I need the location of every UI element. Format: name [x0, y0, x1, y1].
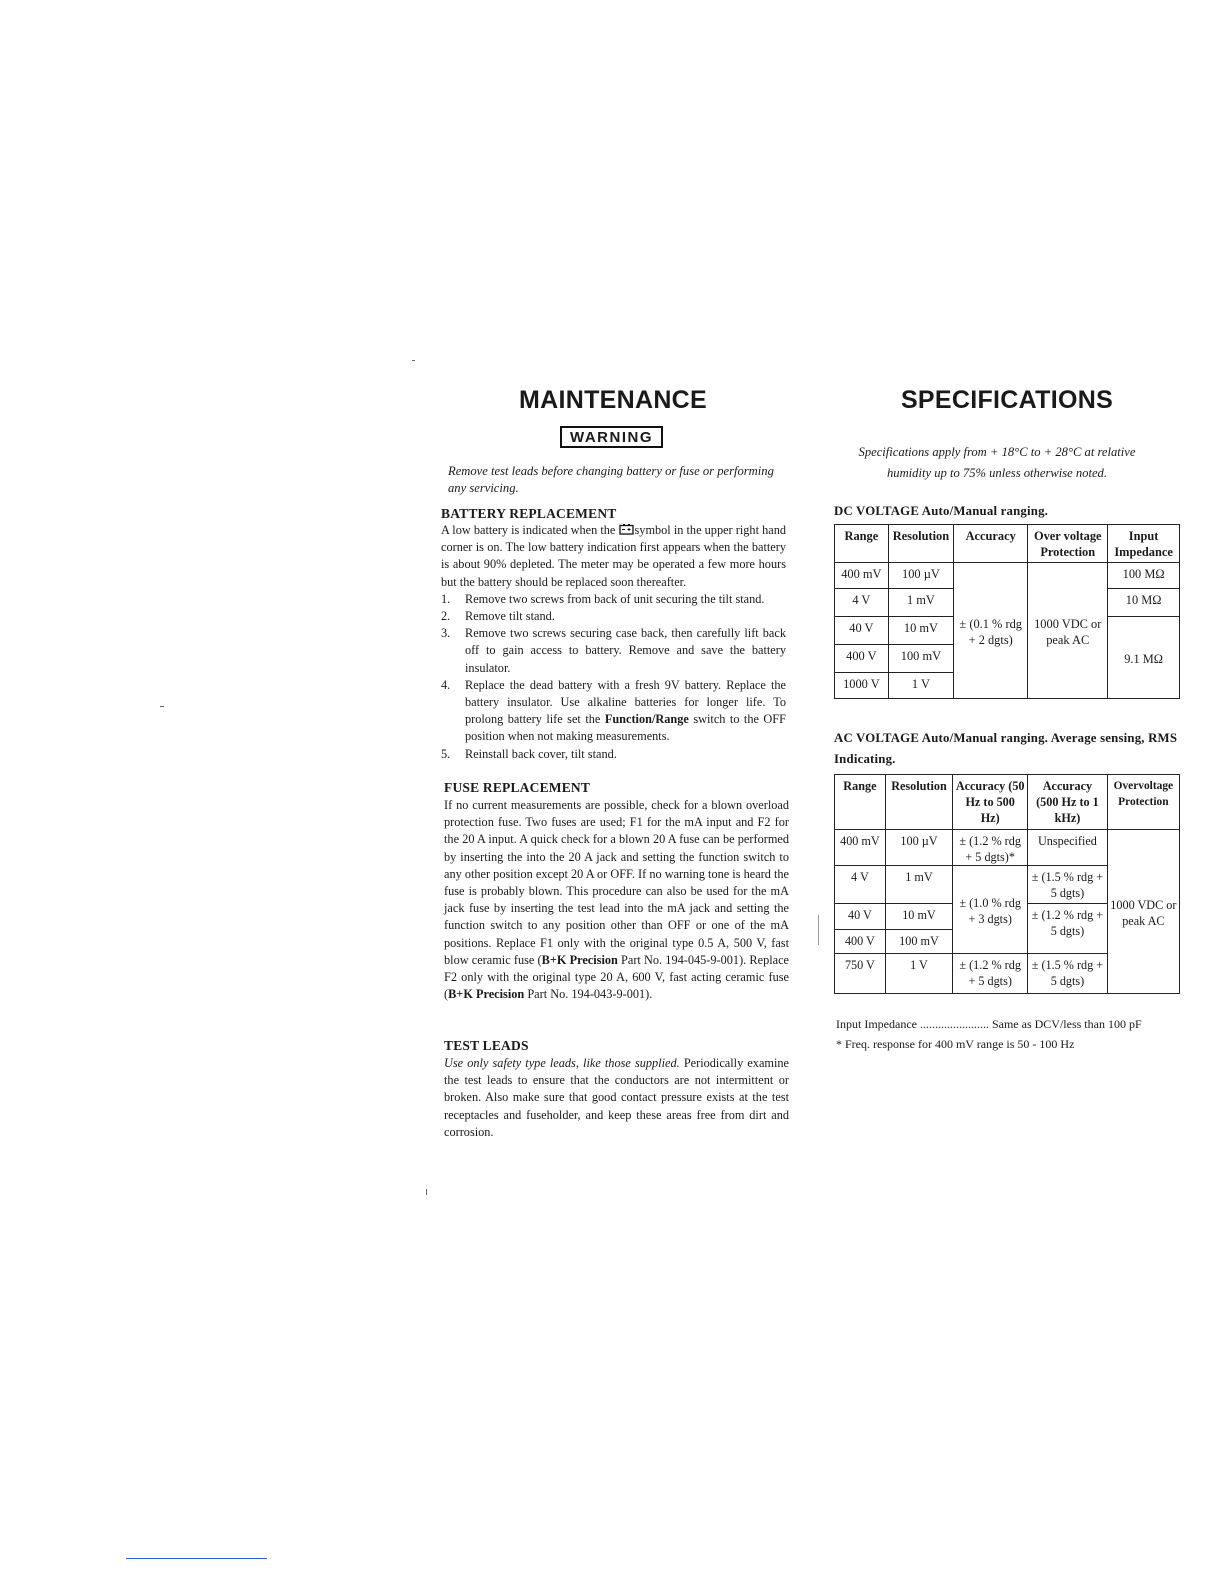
battery-section — [441, 522, 786, 763]
fuse-heading: FUSE REPLACEMENT — [444, 780, 591, 795]
list-item: 4. Replace the dead battery with a fresh 9V battery. Replace the battery insulator. Use alkaline batteries for longer life. To prolong battery life set the Function/Range switch to the OFF position when not making measurements. — [441, 677, 786, 744]
battery-icon — [619, 524, 635, 535]
list-item: 3. Remove two screws securing case back, then carefully lift back off to gain access to battery. Remove and save the battery insulator. — [441, 626, 786, 675]
list-item: 1. Remove two screws from back of unit securing the tilt stand. — [441, 591, 765, 606]
scan-mark — [412, 360, 415, 361]
spec-note: Specifications apply from + 18°C to + 28°C at relative humidity up to 75% unless otherwise noted. — [858, 445, 1136, 480]
scan-mark — [160, 706, 164, 707]
warning-box — [560, 428, 663, 447]
table-row: 4 V 1 mV 10 MΩ — [835, 589, 1180, 617]
table-row: 400 mV 100 µV ± (1.2 % rdg + 5 dgts)* Unspecified 1000 VDC or peak AC — [835, 830, 1180, 866]
table-row: Range Resolution Accuracy (50 Hz to 500 Hz) Accuracy (500 Hz to 1 kHz) Overvoltage Protection — [835, 775, 1180, 830]
maintenance-title: MAINTENANCE — [518, 386, 708, 414]
test-leads-heading: TEST LEADS — [444, 1038, 529, 1053]
dc-voltage-heading: DC VOLTAGE Auto/Manual ranging. — [834, 504, 1049, 518]
specifications-title: SPECIFICATIONS — [900, 386, 1114, 414]
list-item: 2. Remove tilt stand. — [441, 609, 555, 624]
table-row: 4 V 1 mV ± (1.0 % rdg + 3 dgts) ± (1.5 % rdg + 5 dgts) — [835, 866, 1180, 904]
table-row: 750 V 1 V ± (1.2 % rdg + 5 dgts) ± (1.5 % rdg + 5 dgts) — [835, 954, 1180, 994]
list-item: 5. Reinstall back cover, tilt stand. — [441, 746, 617, 761]
battery-intro: A low battery is indicated when the symbol in the upper right hand corner is on. The low battery indication first appears when the battery is about 90% depleted. The meter may be operated a few more hours but the battery should be replaced soon thereafter. — [441, 523, 786, 589]
test-leads-section: Use only safety type leads, like those supplied. Periodically examine the test leads to ensure that the conductors are not intermittent or broken. Also make sure that good contact pressure exists at the test receptacles and fuseholder, and keep these areas free from dirt and corrosion. — [444, 1056, 789, 1139]
scan-mark — [426, 1189, 427, 1195]
dc-voltage-table — [834, 524, 1180, 699]
table-row: 400 V 100 mV — [835, 645, 1180, 673]
table-row: Range Resolution Accuracy Over voltage Protection Input Impedance — [835, 525, 1180, 563]
table-row: 400 V 100 mV — [835, 930, 1180, 954]
warning-text: Remove test leads before changing battery or fuse or performing any servicing. — [448, 464, 774, 496]
warning-label: WARNING — [560, 426, 663, 448]
bottom-rule — [126, 1558, 267, 1559]
battery-heading: BATTERY REPLACEMENT — [441, 506, 617, 521]
ac-voltage-heading: AC VOLTAGE Auto/Manual ranging. Average sensing, RMS Indicating. — [834, 731, 1178, 766]
ac-voltage-table — [834, 774, 1180, 994]
fuse-section: If no current measurements are possible, check for a blown overload protection fuse. Two fuses are used; F1 for the mA input and F2 for the 20 A input. A quick check for a blown 20 A fuse can be performed by inserting the into the 20 A jack and setting the function switch to any other position except 20 A or OFF. If no warning tone is heard the fuse is probably blown. This procedure can also be used for the mA jack fuse by inserting the test lead into the mA jack and setting the function switch to any position other than OFF or one of the mA positions. Replace F1 only with the original type 0.5 A, 500 V, fast blow ceramic fuse (B+K Precision Part No. 194-045-9-001). Replace F2 only with the original type 20 A, 600 V, fast acting ceramic fuse (B+K Precision Part No. 194-043-9-001). — [444, 798, 790, 1002]
battery-steps — [441, 591, 786, 763]
frequency-note: * Freq. response for 400 mV range is 50 - 100 Hz — [836, 1037, 1075, 1051]
input-impedance-line: Input Impedance ....................... Same as DCV/less than 100 pF — [836, 1017, 1142, 1031]
table-row: 40 V 10 mV 9.1 MΩ — [835, 617, 1180, 645]
table-row: 400 mV 100 µV ± (0.1 % rdg + 2 dgts) 1000 VDC or peak AC 100 MΩ — [835, 563, 1180, 589]
table-row: 1000 V 1 V — [835, 673, 1180, 699]
table-row: 40 V 10 mV ± (1.2 % rdg + 5 dgts) — [835, 904, 1180, 930]
scan-mark — [818, 915, 819, 945]
